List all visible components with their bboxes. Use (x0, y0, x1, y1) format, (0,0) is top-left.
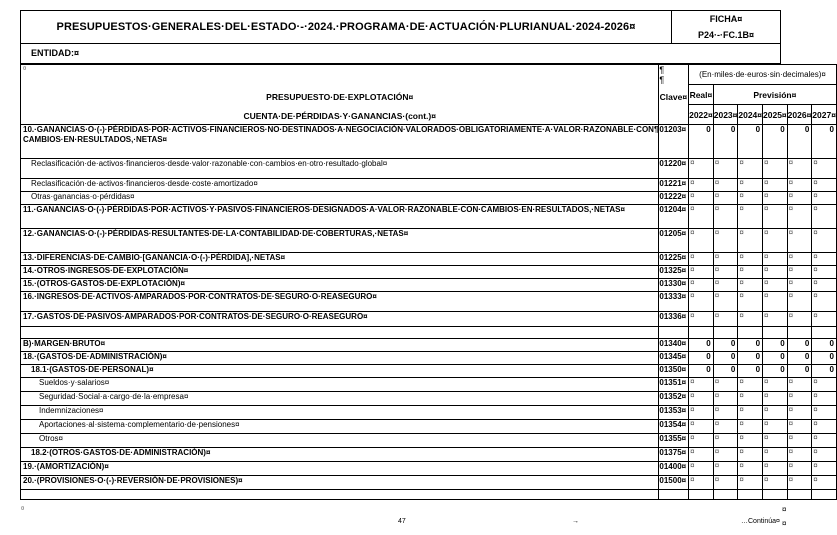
value-cell: ¤ (812, 192, 837, 205)
row-key: 01325¤ (659, 266, 689, 279)
prevision-header: Previsión¤ (713, 85, 836, 105)
value-cell: ¤ (812, 476, 837, 490)
value-cell: ¤ (787, 312, 812, 327)
value-cell: ¤ (787, 462, 812, 476)
row-key: 01340¤ (659, 339, 689, 352)
section-header-cell (21, 65, 659, 125)
value-cell: 0 (787, 352, 812, 365)
end-cell (689, 490, 714, 500)
value-cell: ¤ (812, 266, 837, 279)
value-cell: 0 (763, 339, 788, 352)
value-cell: ¤ (787, 192, 812, 205)
value-cell: ¤ (787, 159, 812, 179)
row-label: Aportaciones·al·sistema·complementario·de·pensiones¤ (21, 420, 659, 434)
table-row (21, 125, 837, 159)
value-cell: ¤ (812, 279, 837, 292)
clave-header: Clave¤ (659, 92, 688, 102)
value-cell: ¤ (738, 392, 763, 406)
table-row (21, 406, 837, 420)
value-cell: ¤ (738, 462, 763, 476)
table-row (21, 448, 837, 462)
end-mark-2: ¤ (782, 519, 787, 528)
row-key: 01222¤ (659, 192, 689, 205)
table-row (21, 229, 837, 253)
value-cell: ¤ (738, 420, 763, 434)
value-cell: 0 (713, 125, 738, 159)
table-row (21, 179, 837, 192)
table-row (21, 378, 837, 392)
table-row (21, 159, 837, 179)
spacer-cell (763, 327, 788, 339)
value-cell: 0 (787, 125, 812, 159)
end-cell (21, 490, 659, 500)
footer-row-mark: ¤ (21, 506, 25, 512)
value-cell: ¤ (738, 448, 763, 462)
value-cell: ¤ (689, 179, 714, 192)
value-cell: ¤ (787, 378, 812, 392)
value-cell: ¤ (713, 192, 738, 205)
table-row (21, 392, 837, 406)
row-label: B)·MARGEN·BRUTO¤ (21, 339, 659, 352)
clave-header-cell (659, 65, 689, 125)
row-label: Indemnizaciones¤ (21, 406, 659, 420)
value-cell: 0 (738, 125, 763, 159)
value-cell: ¤ (787, 292, 812, 312)
value-cell: ¤ (738, 406, 763, 420)
value-cell: 0 (689, 125, 714, 159)
value-cell: ¤ (689, 159, 714, 179)
value-cell: ¤ (713, 448, 738, 462)
row-label: 16.·INGRESOS·DE·ACTIVOS·AMPARADOS·POR·CONTRATOS·DE·SEGURO·O·REASEGURO¤ (21, 292, 659, 312)
year-header: 2022¤ (689, 105, 714, 125)
value-cell: ¤ (812, 205, 837, 229)
value-cell: ¤ (787, 392, 812, 406)
row-label: 14.·OTROS·INGRESOS·DE·EXPLOTACIÓN¤ (21, 266, 659, 279)
section-subtitle: CUENTA·DE·PÉRDIDAS·Y·GANANCIAS·(cont.)¤ (243, 111, 436, 121)
row-label: 18.1·(GASTOS·DE·PERSONAL)¤ (21, 365, 659, 378)
corner-mark: ¤ (23, 66, 27, 72)
row-label: 15.·(OTROS·GASTOS·DE·EXPLOTACIÓN)¤ (21, 279, 659, 292)
value-cell: ¤ (787, 448, 812, 462)
profit-loss-table (20, 64, 837, 500)
row-label: Seguridad·Social·a·cargo·de·la·empresa¤ (21, 392, 659, 406)
value-cell: 0 (812, 352, 837, 365)
row-key: 01354¤ (659, 420, 689, 434)
table-row (21, 205, 837, 229)
value-cell: ¤ (713, 205, 738, 229)
end-cell (738, 490, 763, 500)
value-cell: ¤ (738, 312, 763, 327)
spacer-cell (21, 327, 659, 339)
value-cell: ¤ (738, 476, 763, 490)
value-cell: ¤ (689, 292, 714, 312)
value-cell: ¤ (689, 279, 714, 292)
row-key: 01221¤ (659, 179, 689, 192)
row-key: 01400¤ (659, 462, 689, 476)
row-label: Otros¤ (21, 434, 659, 448)
row-label: Reclasificación·de·activos·financieros·desde·valor·razonable·con·cambios·en·otro·resultado·global¤ (21, 159, 659, 179)
row-key: 01225¤ (659, 253, 689, 266)
value-cell: ¤ (812, 159, 837, 179)
value-cell: ¤ (763, 406, 788, 420)
spacer-row (21, 327, 837, 339)
end-cell (787, 490, 812, 500)
tab-arrow: → (572, 518, 579, 525)
value-cell: 0 (689, 352, 714, 365)
value-cell: 0 (812, 339, 837, 352)
row-label: Sueldos·y·salarios¤ (21, 378, 659, 392)
value-cell: 0 (812, 365, 837, 378)
value-cell: ¤ (763, 229, 788, 253)
value-cell: ¤ (689, 406, 714, 420)
table-row (21, 266, 837, 279)
year-header: 2027¤ (812, 105, 837, 125)
real-header: Real¤ (689, 85, 714, 105)
value-cell: 0 (812, 125, 837, 159)
row-key: 01353¤ (659, 406, 689, 420)
table-row (21, 476, 837, 490)
value-cell: ¤ (713, 420, 738, 434)
table-row (21, 420, 837, 434)
value-cell: 0 (713, 352, 738, 365)
value-cell: ¤ (689, 462, 714, 476)
value-cell: ¤ (812, 406, 837, 420)
value-cell: ¤ (787, 420, 812, 434)
row-key: 01345¤ (659, 352, 689, 365)
row-label: 18.2·(OTROS·GASTOS·DE·ADMINISTRACIÓN)¤ (21, 448, 659, 462)
year-header: 2026¤ (787, 105, 812, 125)
value-cell: ¤ (689, 434, 714, 448)
row-key: 01220¤ (659, 159, 689, 179)
value-cell: 0 (763, 125, 788, 159)
row-label: 18.·(GASTOS·DE·ADMINISTRACIÓN)¤ (21, 352, 659, 365)
value-cell: ¤ (689, 192, 714, 205)
value-cell: ¤ (763, 312, 788, 327)
year-header: 2025¤ (763, 105, 788, 125)
value-cell: ¤ (713, 266, 738, 279)
value-cell: ¤ (738, 266, 763, 279)
value-cell: ¤ (689, 205, 714, 229)
table-row (21, 365, 837, 378)
table-row (21, 339, 837, 352)
value-cell: ¤ (763, 462, 788, 476)
page-number: 47 (398, 518, 406, 525)
value-cell: ¤ (689, 420, 714, 434)
value-cell: ¤ (713, 392, 738, 406)
value-cell: ¤ (812, 462, 837, 476)
value-cell: ¤ (763, 378, 788, 392)
year-header: 2024¤ (738, 105, 763, 125)
value-cell: ¤ (713, 378, 738, 392)
row-key: 01330¤ (659, 279, 689, 292)
value-cell: ¤ (713, 476, 738, 490)
value-cell: ¤ (812, 253, 837, 266)
value-cell: ¤ (689, 266, 714, 279)
value-cell: 0 (763, 352, 788, 365)
value-cell: ¤ (689, 312, 714, 327)
value-cell: ¤ (738, 279, 763, 292)
value-cell: 0 (738, 365, 763, 378)
row-key: 01205¤ (659, 229, 689, 253)
row-key: 01355¤ (659, 434, 689, 448)
end-mark-1: ¤ (782, 505, 787, 514)
spacer-cell (812, 327, 837, 339)
value-cell: 0 (713, 339, 738, 352)
value-cell: ¤ (787, 253, 812, 266)
value-cell: ¤ (763, 192, 788, 205)
year-header: 2023¤ (713, 105, 738, 125)
value-cell: ¤ (763, 476, 788, 490)
units-note: (En·miles·de·euros·sin·decimales)¤ (689, 65, 837, 85)
value-cell: 0 (689, 339, 714, 352)
value-cell: ¤ (787, 266, 812, 279)
value-cell: 0 (689, 365, 714, 378)
spacer-cell (738, 327, 763, 339)
value-cell: ¤ (812, 229, 837, 253)
ficha-box (672, 10, 781, 44)
value-cell: ¤ (812, 312, 837, 327)
row-key: 01500¤ (659, 476, 689, 490)
end-cell (763, 490, 788, 500)
value-cell: ¤ (763, 292, 788, 312)
row-key: 01204¤ (659, 205, 689, 229)
value-cell: ¤ (763, 253, 788, 266)
row-key: 01350¤ (659, 365, 689, 378)
value-cell: ¤ (812, 420, 837, 434)
value-cell: ¤ (763, 205, 788, 229)
value-cell: ¤ (738, 434, 763, 448)
row-label: 13.·DIFERENCIAS·DE·CAMBIO·[GANANCIA·O·(-)·PÉRDIDA],·NETAS¤ (21, 253, 659, 266)
value-cell: ¤ (738, 229, 763, 253)
table-row (21, 192, 837, 205)
spacer-cell (689, 327, 714, 339)
row-label: Reclasificación·de·activos·financieros·desde·coste·amortizado¤ (21, 179, 659, 192)
value-cell: 0 (713, 365, 738, 378)
row-key: 01333¤ (659, 292, 689, 312)
ficha-label: FICHA¤ (709, 14, 743, 24)
value-cell: ¤ (689, 229, 714, 253)
row-label: Otras·ganancias·o·pérdidas¤ (21, 192, 659, 205)
value-cell: ¤ (812, 392, 837, 406)
row-key: 01375¤ (659, 448, 689, 462)
value-cell: ¤ (738, 192, 763, 205)
section-title: PRESUPUESTO·DE·EXPLOTACIÓN¤ (266, 92, 414, 102)
end-cell (713, 490, 738, 500)
value-cell: ¤ (713, 229, 738, 253)
row-key: 01351¤ (659, 378, 689, 392)
value-cell: 0 (738, 352, 763, 365)
value-cell: ¤ (763, 159, 788, 179)
value-cell: ¤ (787, 476, 812, 490)
continua-label: …Continúa¤ (741, 518, 780, 525)
table-row (21, 312, 837, 327)
value-cell: ¤ (689, 378, 714, 392)
value-cell: ¤ (812, 179, 837, 192)
value-cell: ¤ (763, 266, 788, 279)
value-cell: ¤ (763, 392, 788, 406)
table-row (21, 292, 837, 312)
entidad-label: ENTIDAD:¤ (20, 44, 781, 64)
row-label: 19.·(AMORTIZACIÓN)¤ (21, 462, 659, 476)
value-cell: ¤ (812, 292, 837, 312)
value-cell: ¤ (713, 312, 738, 327)
value-cell: ¤ (787, 434, 812, 448)
value-cell: 0 (787, 339, 812, 352)
row-label: 20.·(PROVISIONES·O·(-)·REVERSIÓN·DE·PROVISIONES)¤ (21, 476, 659, 490)
table-row (21, 462, 837, 476)
value-cell: ¤ (763, 420, 788, 434)
value-cell: ¤ (812, 448, 837, 462)
table-row (21, 279, 837, 292)
table-row (21, 253, 837, 266)
value-cell: ¤ (713, 253, 738, 266)
value-cell: ¤ (689, 448, 714, 462)
value-cell: ¤ (763, 279, 788, 292)
value-cell: ¤ (738, 378, 763, 392)
end-cell (812, 490, 837, 500)
value-cell: ¤ (713, 159, 738, 179)
row-key: 01336¤ (659, 312, 689, 327)
value-cell: ¤ (713, 292, 738, 312)
value-cell: ¤ (787, 229, 812, 253)
value-cell: ¤ (738, 292, 763, 312)
value-cell: 0 (763, 365, 788, 378)
value-cell: ¤ (812, 434, 837, 448)
table-row (21, 352, 837, 365)
table-end-row (21, 490, 837, 500)
row-label: 11.·GANANCIAS·O·(-)·PÉRDIDAS·POR·ACTIVOS·Y·PASIVOS·FINANCIEROS·DESIGNADOS·A·VALOR·RAZONABLE·CON·CAMBIOS·EN·RESULTADOS,·NETAS¤ (21, 205, 659, 229)
pilcrow-1: ¶ (659, 65, 665, 75)
row-label: 10.·GANANCIAS·O·(-)·PÉRDIDAS·POR·ACTIVOS·FINANCIEROS·NO·DESTINADOS·A·NEGOCIACIÓN·VALORADOS·OBLIGATORIAMENTE·A·VALOR·RAZONABLE·CON¶ CAMBIOS·EN·RESULTADOS,·NETAS¤ (21, 125, 659, 159)
end-cell (659, 490, 689, 500)
value-cell: ¤ (713, 179, 738, 192)
value-cell: ¤ (763, 179, 788, 192)
value-cell: ¤ (689, 392, 714, 406)
spacer-cell (659, 327, 689, 339)
pilcrow-2: ¶ (659, 75, 665, 85)
value-cell: ¤ (738, 253, 763, 266)
value-cell: ¤ (713, 279, 738, 292)
row-label: 17.·GASTOS·DE·PASIVOS·AMPARADOS·POR·CONTRATOS·DE·SEGURO·O·REASEGURO¤ (21, 312, 659, 327)
value-cell: 0 (787, 365, 812, 378)
value-cell: ¤ (787, 179, 812, 192)
value-cell: ¤ (763, 434, 788, 448)
document-title: PRESUPUESTOS·GENERALES·DEL·ESTADO·-·2024.·PROGRAMA·DE·ACTUACIÓN·PLURIANUAL·2024-2026¤ (20, 10, 672, 44)
row-key: 01203¤ (659, 125, 689, 159)
value-cell: ¤ (689, 253, 714, 266)
value-cell: 0 (738, 339, 763, 352)
table-row (21, 434, 837, 448)
value-cell: ¤ (738, 159, 763, 179)
ficha-code: P24·-·FC.1B¤ (697, 30, 754, 40)
value-cell: ¤ (787, 279, 812, 292)
value-cell: ¤ (763, 448, 788, 462)
value-cell: ¤ (738, 179, 763, 192)
spacer-cell (713, 327, 738, 339)
value-cell: ¤ (713, 434, 738, 448)
value-cell: ¤ (713, 462, 738, 476)
row-key: 01352¤ (659, 392, 689, 406)
value-cell: ¤ (812, 378, 837, 392)
value-cell: ¤ (689, 476, 714, 490)
value-cell: ¤ (787, 406, 812, 420)
row-label: 12.·GANANCIAS·O·(-)·PÉRDIDAS·RESULTANTES·DE·LA·CONTABILIDAD·DE·COBERTURAS,·NETAS¤ (21, 229, 659, 253)
spacer-cell (787, 327, 812, 339)
value-cell: ¤ (713, 406, 738, 420)
value-cell: ¤ (787, 205, 812, 229)
value-cell: ¤ (738, 205, 763, 229)
